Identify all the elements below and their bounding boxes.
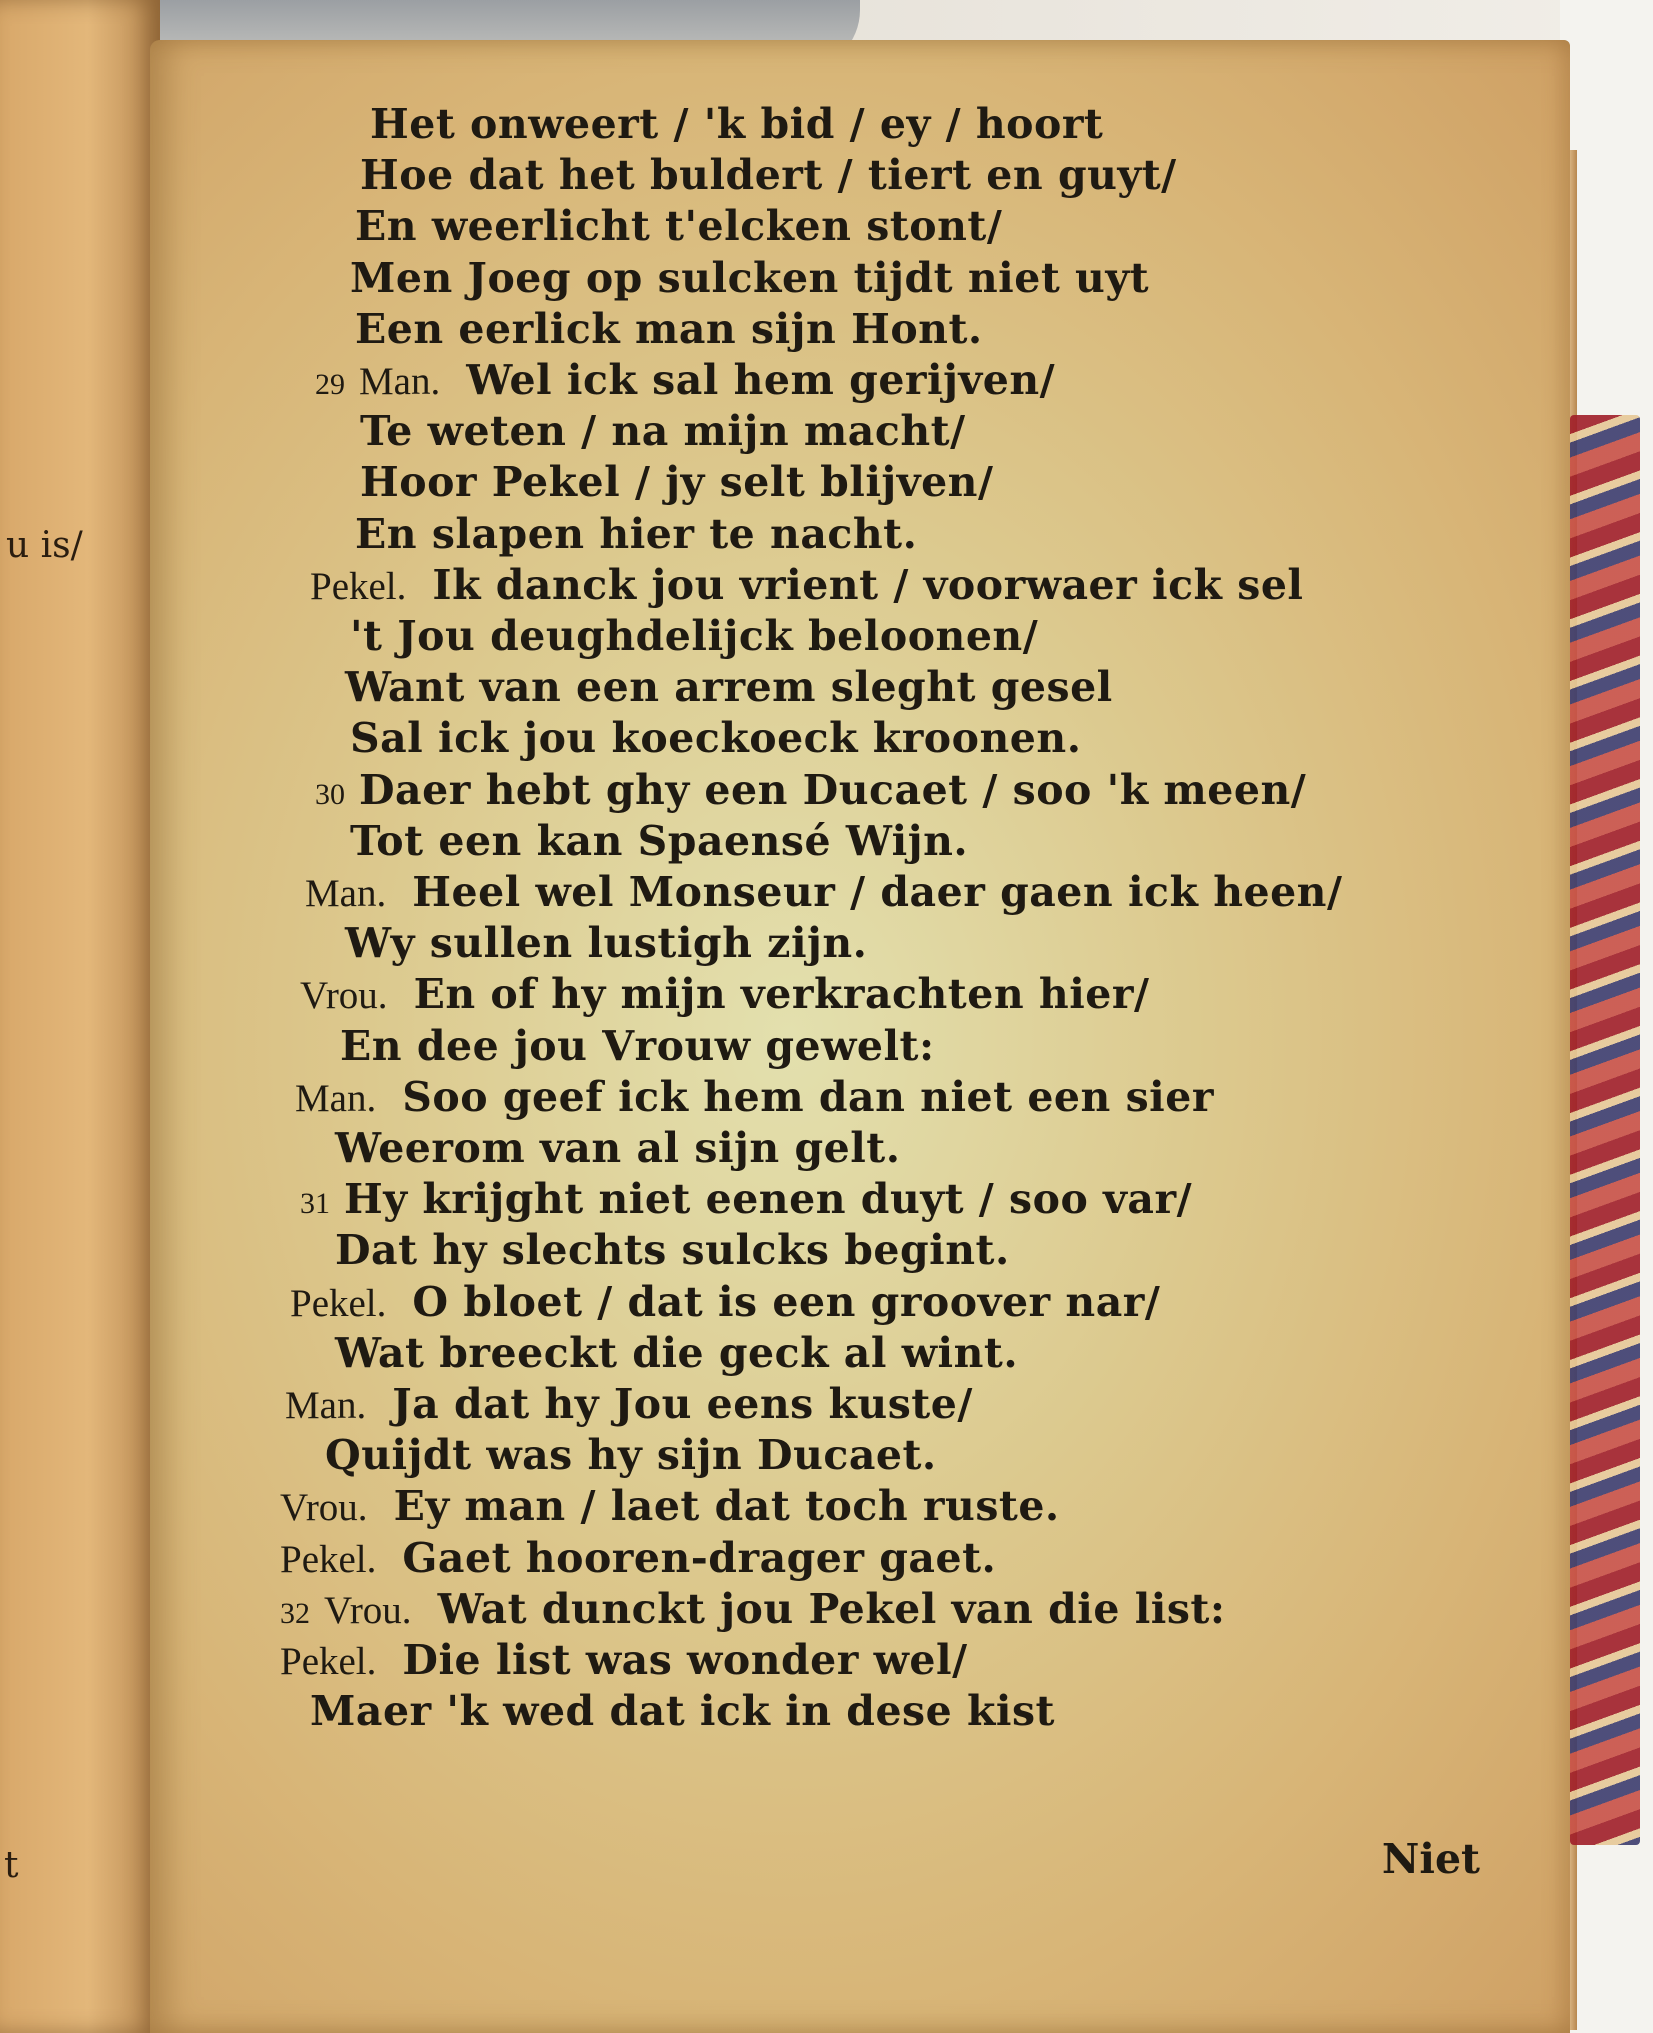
verse-line-text: Quijdt was hy sijn Ducaet.: [325, 1431, 937, 1480]
verse-line-text: Hy krijght niet eenen duyt / soo var/: [344, 1175, 1193, 1224]
verse-line-text: Ja dat hy Jou eens kuste/: [392, 1380, 973, 1428]
speaker-name: Pekel.: [290, 1281, 387, 1325]
verse-line-text: Dat hy slechts sulcks begint.: [335, 1226, 1010, 1275]
verse-line: [335, 1226, 1010, 1274]
speaker-name: Man.: [285, 1384, 367, 1427]
verse-line: [335, 1329, 1018, 1377]
verse-line-text: Een eerlick man sijn Hont.: [355, 304, 983, 353]
catchword: Niet: [1381, 1835, 1480, 1883]
verse-line: [345, 919, 867, 967]
verse-line-text: En dee jou Vrouw gewelt:: [340, 1021, 935, 1070]
verse-line: [350, 254, 1149, 302]
verse-line: [310, 561, 1303, 609]
verse-line-text: Men Joeg op sulcken tijdt niet uyt: [350, 253, 1150, 302]
verse-line: [345, 663, 1113, 711]
verse-line: [350, 817, 968, 865]
verse-line: [350, 612, 1038, 660]
stanza-number: 30: [315, 777, 345, 811]
verse-line-text: Die list was wonder wel/: [402, 1636, 968, 1684]
verse-line-text: En slapen hier te nacht.: [355, 509, 918, 558]
speaker-name: Man.: [305, 872, 387, 915]
verse-line-text: O bloet / dat is een groover nar/: [412, 1277, 1161, 1326]
verse-line-text: Ey man / laet dat toch ruste.: [393, 1482, 1060, 1531]
verse-line-text: Te weten / na mijn macht/: [360, 407, 966, 456]
verse-line-text: Heel wel Monseur / daer gaen ick heen/: [412, 868, 1343, 916]
verse-line-text: Tot een kan Spaensé Wijn.: [350, 816, 969, 865]
verse-text: [150, 40, 1570, 2033]
verse-line: [350, 714, 1081, 762]
speaker-name: Man.: [295, 1076, 377, 1120]
verse-line-text: Ik danck jou vrient / voorwaer ick sel: [432, 560, 1304, 609]
left-page-text-fragment-bottom: t: [4, 1845, 19, 1886]
verse-line: [305, 868, 1342, 916]
stanza-number: 31: [300, 1187, 330, 1221]
verse-line: [355, 305, 983, 353]
verse-line: [295, 1073, 1214, 1121]
speaker-name: Vrou.: [300, 974, 388, 1018]
left-facing-page: [0, 0, 160, 2033]
verse-line: [285, 1380, 973, 1428]
verse-line: [360, 407, 966, 455]
verse-line: [310, 1687, 1055, 1735]
verse-line: [370, 100, 1103, 148]
speaker-name: Vrou.: [280, 1486, 368, 1530]
speaker-name: Pekel.: [310, 564, 407, 608]
verse-line: [290, 1278, 1160, 1326]
verse-line: [360, 458, 993, 506]
verse-line: [315, 766, 1306, 814]
verse-line-text: Want van een arrem sleght gesel: [345, 663, 1113, 712]
verse-line: [360, 151, 1177, 199]
verse-line: [280, 1636, 968, 1684]
verse-line-text: Soo geef ick hem dan niet een sier: [402, 1072, 1214, 1121]
verse-line-text: Wy sullen lustigh zijn.: [345, 919, 868, 968]
verse-line-text: 't Jou deughdelijck beloonen/: [350, 612, 1039, 660]
verse-line: [300, 1175, 1192, 1223]
speaker-name: Pekel.: [280, 1537, 377, 1581]
verse-line: [315, 356, 1055, 404]
verse-line: [280, 1534, 996, 1582]
verse-line-text: Maer 'k wed dat ick in dese kist: [310, 1687, 1055, 1736]
verse-line-text: Weerom van al sijn gelt.: [335, 1124, 901, 1172]
marbled-endpaper: [1570, 415, 1640, 1845]
verse-line: [340, 1022, 935, 1070]
verse-line: [325, 1431, 937, 1479]
verse-line-text: Sal ick jou koeckoeck kroonen.: [350, 714, 1082, 763]
verse-line: [300, 970, 1149, 1018]
speaker-name: Man.: [359, 360, 441, 403]
verse-line-text: Wat breeckt die geck al wint.: [335, 1328, 1019, 1377]
verse-line-text: Hoor Pekel / jy selt blijven/: [360, 458, 994, 507]
verse-line: [355, 510, 917, 558]
verse-line-text: En weerlicht t'elcken stont/: [355, 202, 1003, 251]
speaker-name: Pekel.: [280, 1640, 377, 1683]
verse-line-text: En of hy mijn verkrachten hier/: [413, 970, 1150, 1019]
speaker-name: Vrou.: [324, 1588, 412, 1632]
left-page-text-fragment: u is/: [6, 525, 83, 566]
verse-line-text: Gaet hooren-drager gaet.: [402, 1533, 997, 1582]
stanza-number: 29: [315, 368, 345, 401]
verse-line-text: Wel ick sal hem gerijven/: [466, 356, 1056, 404]
verse-line-text: Het onweert / 'k bid / ey / hoort: [370, 100, 1104, 148]
verse-line: [355, 202, 1002, 250]
book-page: [150, 40, 1570, 2033]
verse-line-text: Wat dunckt jou Pekel van die list:: [437, 1584, 1226, 1633]
verse-line: [335, 1124, 900, 1172]
verse-line-text: Daer hebt ghy een Ducaet / soo 'k meen/: [359, 765, 1307, 814]
verse-line-text: Hoe dat het buldert / tiert en guyt/: [360, 151, 1177, 200]
stanza-number: 32: [280, 1596, 310, 1630]
verse-line: [280, 1482, 1060, 1530]
verse-line: [280, 1585, 1226, 1633]
